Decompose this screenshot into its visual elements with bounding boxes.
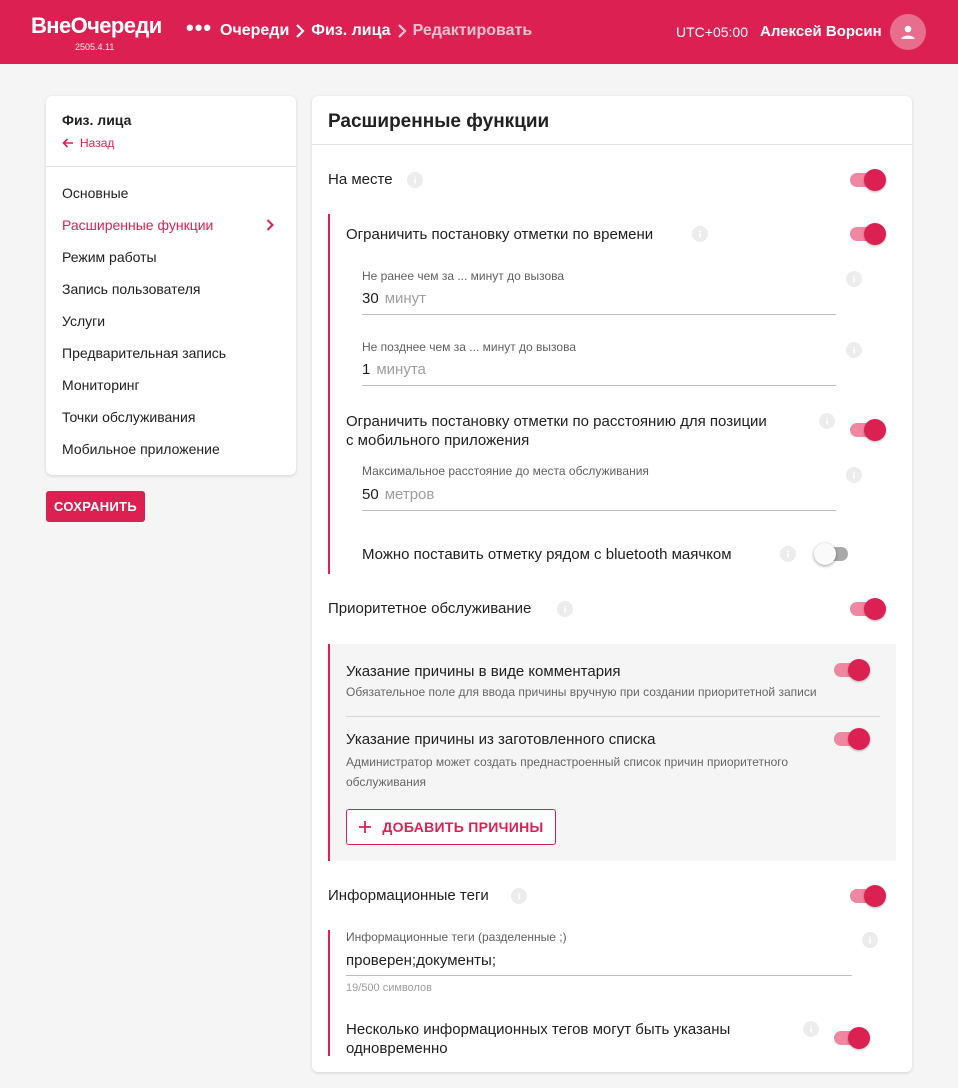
toggle-knob (848, 728, 870, 750)
settings-sidebar (46, 96, 296, 475)
info-icon[interactable] (692, 226, 708, 242)
sidebar-item-basic[interactable] (46, 177, 296, 209)
toggle-knob (864, 169, 886, 191)
field-underline (362, 510, 836, 511)
list-reason-toggle[interactable] (832, 727, 872, 751)
sidebar-title: Физ. лица (62, 112, 132, 128)
more-menu-icon[interactable]: ••• (186, 15, 213, 40)
divider (46, 166, 296, 167)
arrow-left-icon (62, 138, 74, 148)
save-button[interactable]: СОХРАНИТЬ (46, 491, 145, 522)
chevron-right-icon (295, 24, 305, 38)
info-icon[interactable] (407, 172, 423, 188)
max-distance-field[interactable] (362, 486, 434, 503)
toggle-knob (864, 885, 886, 907)
toggle-knob (814, 543, 836, 565)
not-earlier-label: Не ранее чем за ... минут до вызова (362, 269, 565, 283)
not-earlier-unit: минут (384, 290, 427, 307)
info-tags-label: Информационные теги (328, 887, 489, 904)
sidebar-item-schedule[interactable] (46, 241, 296, 273)
sidebar-item-mobile-app[interactable] (46, 433, 296, 465)
list-reason-label: Указание причины из заготовленного списка (346, 731, 656, 748)
info-icon[interactable] (511, 888, 527, 904)
comment-reason-toggle[interactable] (832, 658, 872, 682)
sidebar-item-label: Запись пользователя (62, 281, 201, 297)
info-icon[interactable] (846, 467, 862, 483)
info-tags-counter: 19/500 символов (346, 982, 433, 994)
comment-reason-hint: Обязательное поле для ввода причины вручную при создании приоритетной записи (346, 685, 817, 699)
divider (312, 144, 912, 145)
info-icon[interactable] (846, 342, 862, 358)
sidebar-item-label: Режим работы (62, 249, 157, 265)
sidebar-item-label: Расширенные функции (62, 217, 214, 233)
top-app-bar (0, 0, 958, 64)
back-label: Назад (80, 136, 115, 150)
sidebar-item-advanced[interactable] (46, 209, 296, 241)
sidebar-nav (46, 177, 296, 465)
breadcrumb-queues[interactable]: Очереди (220, 22, 290, 39)
info-icon[interactable] (803, 1021, 819, 1037)
not-earlier-value: 30 (362, 290, 379, 307)
time-limit-toggle[interactable] (848, 222, 888, 246)
max-distance-label: Максимальное расстояние до места обслуживания (362, 464, 649, 478)
info-icon[interactable] (819, 413, 835, 429)
info-tags-field-label: Информационные теги (разделенные ;) (346, 930, 567, 944)
priority-toggle[interactable] (848, 597, 888, 621)
divider (346, 716, 880, 717)
chevron-right-icon (397, 24, 407, 38)
bluetooth-label: Можно поставить отметку рядом с bluetooth маячком (362, 546, 732, 563)
distance-limit-label-line1: Ограничить постановку отметки по расстоянию для позиции (346, 413, 767, 430)
section-indicator (328, 214, 330, 574)
breadcrumb-edit: Редактировать (412, 22, 533, 39)
info-icon[interactable] (780, 546, 796, 562)
not-later-field[interactable] (362, 361, 426, 378)
toggle-knob (848, 659, 870, 681)
not-later-unit: минута (376, 361, 426, 378)
bluetooth-toggle[interactable] (814, 542, 854, 566)
user-name[interactable]: Алексей Ворсин (760, 23, 882, 40)
timezone-label: UTC+05:00 (676, 24, 748, 40)
list-reason-hint-line2: обслуживания (346, 775, 427, 789)
toggle-knob (864, 419, 886, 441)
list-reason-hint-line1: Администратор может создать преднастроенный список причин приоритетного (346, 755, 789, 769)
multiple-tags-label-line2: одновременно (346, 1040, 448, 1057)
field-underline (362, 385, 836, 386)
sidebar-item-label: Мобильное приложение (62, 441, 220, 457)
add-reasons-label: ДОБАВИТЬ ПРИЧИНЫ (382, 819, 544, 835)
sidebar-item-monitoring[interactable] (46, 369, 296, 401)
toggle-knob (864, 223, 886, 245)
sidebar-item-user-booking[interactable] (46, 273, 296, 305)
time-limit-label: Ограничить постановку отметки по времени (346, 226, 654, 243)
toggle-knob (864, 598, 886, 620)
info-icon[interactable] (557, 601, 573, 617)
on-site-toggle[interactable] (848, 168, 888, 192)
sidebar-item-pre-booking[interactable] (46, 337, 296, 369)
max-distance-value: 50 (362, 486, 379, 503)
priority-label: Приоритетное обслуживание (328, 600, 532, 617)
sidebar-item-label: Основные (62, 185, 129, 201)
not-earlier-field[interactable] (362, 290, 426, 307)
max-distance-unit: метров (384, 486, 435, 503)
sidebar-item-label: Точки обслуживания (62, 409, 196, 425)
section-indicator (328, 930, 330, 1056)
not-later-label: Не позднее чем за ... минут до вызова (362, 340, 576, 354)
multiple-tags-toggle[interactable] (832, 1026, 872, 1050)
back-link[interactable] (62, 136, 114, 150)
chevron-right-icon (266, 219, 274, 231)
add-reasons-button[interactable] (346, 809, 556, 845)
on-site-label: На месте (328, 171, 393, 188)
sidebar-item-label: Мониторинг (62, 377, 140, 393)
brand-logo[interactable]: ВнеОчереди (31, 13, 162, 38)
sidebar-item-services[interactable] (46, 305, 296, 337)
breadcrumb-individuals[interactable]: Физ. лица (311, 22, 391, 39)
page-title: Расширенные функции (328, 111, 550, 132)
sidebar-item-service-points[interactable] (46, 401, 296, 433)
avatar[interactable] (890, 14, 926, 50)
app-version: 2505.4.11 (75, 42, 115, 52)
comment-reason-label: Указание причины в виде комментария (346, 663, 621, 680)
field-underline (362, 314, 836, 315)
distance-limit-toggle[interactable] (848, 418, 888, 442)
person-icon (900, 24, 916, 40)
sidebar-item-label: Услуги (62, 313, 106, 329)
breadcrumb (220, 22, 532, 40)
plus-icon (358, 820, 372, 834)
multiple-tags-label-line1: Несколько информационных тегов могут быть указаны (346, 1021, 731, 1038)
field-underline (346, 975, 852, 976)
not-later-value: 1 (362, 361, 371, 378)
info-tags-toggle[interactable] (848, 884, 888, 908)
sidebar-item-label: Предварительная запись (62, 345, 227, 361)
info-icon[interactable] (846, 271, 862, 287)
advanced-settings-card (312, 96, 912, 1072)
distance-limit-label-line2: с мобильного приложения (346, 432, 530, 449)
info-icon[interactable] (862, 932, 878, 948)
toggle-knob (848, 1027, 870, 1049)
section-indicator (328, 644, 330, 861)
info-tags-input[interactable]: проверен;документы; (346, 952, 496, 969)
